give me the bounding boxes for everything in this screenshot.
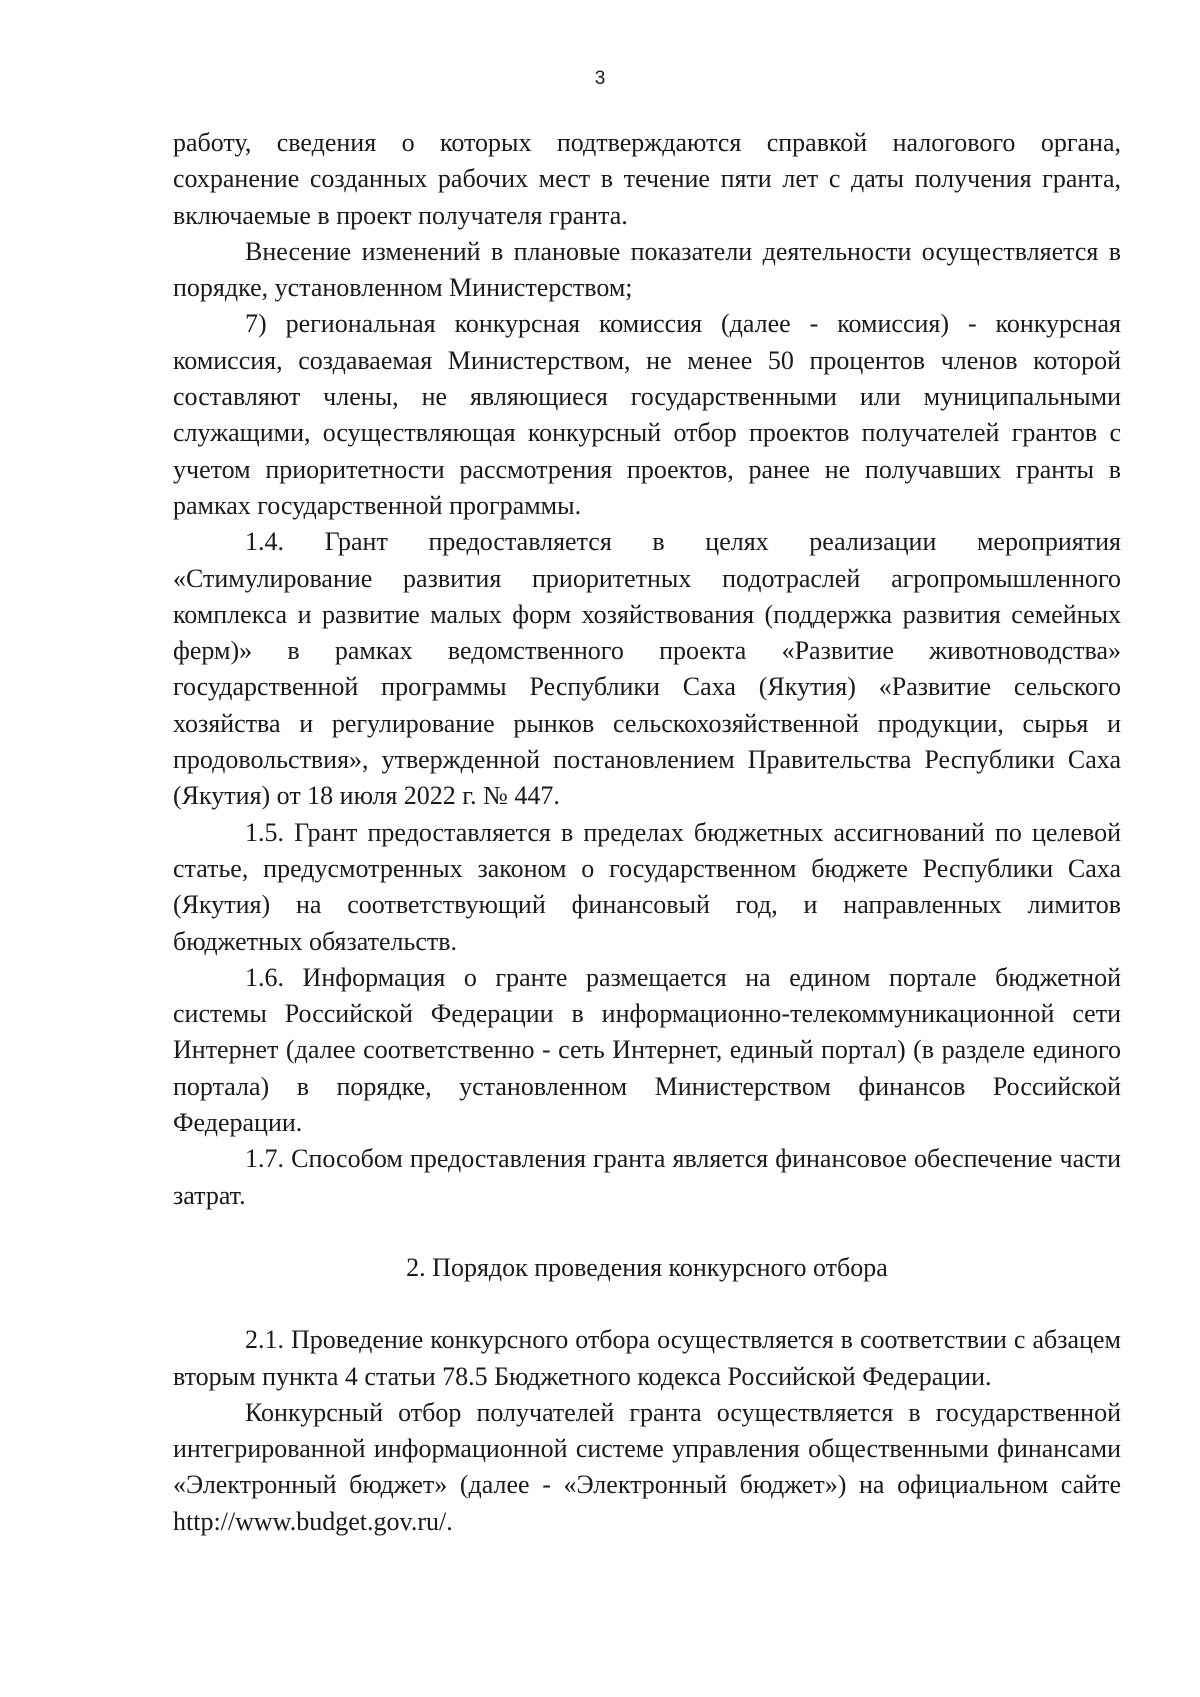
- paragraph: Внесение изменений в плановые показатели деятельности осуществляется в порядке, установленном Министерством;: [173, 236, 1121, 303]
- paragraph: работу, сведения о которых подтверждаются справкой налогового органа, сохранение созданных рабочих мест в течение пяти лет с даты получения гранта, включаемые в проект получателя гранта.: [173, 128, 1121, 230]
- paragraph: Конкурсный отбор получателей гранта осуществляется в государственной интегрированной информационной системе управления общественными финансами «Электронный бюджет» (далее - «Электронный бюджет») на официальном сайте http://www.budget.gov.ru/.: [173, 1397, 1121, 1536]
- paragraph: 1.7. Способом предоставления гранта является финансовое обеспечение части затрат.: [173, 1144, 1121, 1210]
- document-body: [173, 125, 1121, 1540]
- paragraph: 1.4. Грант предоставляется в целях реализации мероприятия «Стимулирование развития приоритетных подотраслей агропромышленного комплекса и развитие малых форм хозяйствования (поддержка развития семейных ферм)» в рамках ведомственного проекта «Развитие животноводства» государственной программы Республики Саха (Якутия) «Развитие сельского хозяйства и регулирование рынков сельскохозяйственной продукции, сырья и продовольствия», утвержденной постановлением Правительства Республики Саха (Якутия) от 18 июля 2022 г. № 447.: [173, 527, 1121, 811]
- page-number: 3: [594, 68, 606, 89]
- section-heading: 2. Порядок проведения конкурсного отбора: [406, 1252, 888, 1282]
- paragraph: 7) региональная конкурсная комиссия (далее - комиссия) - конкурсная комиссия, создаваемая Министерством, не менее 50 процентов членов которой составляют члены, не являющиеся государственными или муниципальными служащими, осуществляющая конкурсный отбор проектов получателей грантов с учетом приоритетности рассмотрения проектов, ранее не получавших гранты в рамках государственной программы.: [173, 309, 1121, 520]
- paragraph: 1.5. Грант предоставляется в пределах бюджетных ассигнований по целевой статье, предусмотренных законом о государственном бюджете Республики Саха (Якутия) на соответствующий финансовый год, и направленных лимитов бюджетных обязательств.: [173, 817, 1121, 956]
- paragraph: 2.1. Проведение конкурсного отбора осуществляется в соответствии с абзацем вторым пункта 4 статьи 78.5 Бюджетного кодекса Российской Федерации.: [173, 1325, 1121, 1391]
- paragraph: 1.6. Информация о гранте размещается на едином портале бюджетной системы Российской Федерации в информационно-телекоммуникационной сети Интернет (далее соответственно - сеть Интернет, единый портал) (в разделе единого портала) в порядке, установленном Министерством финансов Российской Федерации.: [173, 962, 1121, 1138]
